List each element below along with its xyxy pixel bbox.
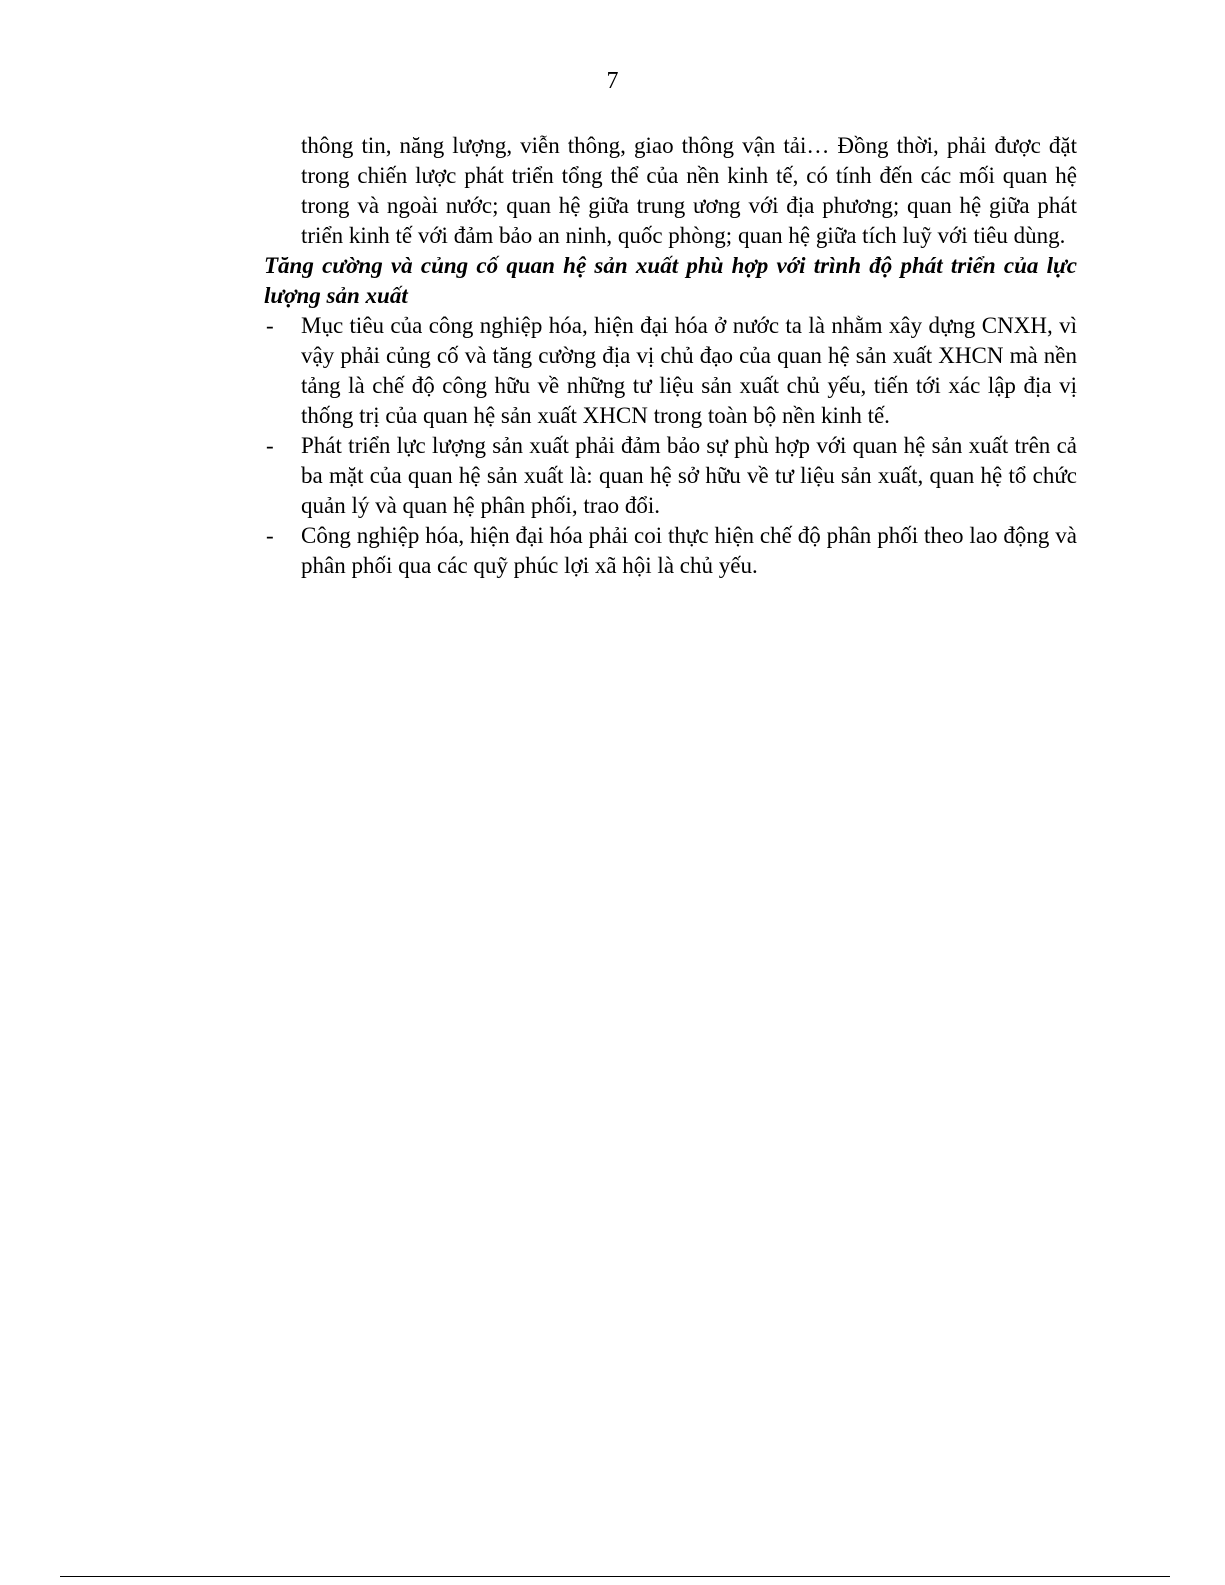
bullet-dash: -	[266, 313, 274, 338]
list-item-text: Phát triển lực lượng sản xuất phải đảm bảo sự phù hợp với quan hệ sản xuất trên cả ba mặt của quan hệ sản xuất là: quan hệ sở hữu về tư liệu sản xuất, quan hệ tổ chức quản lý và quan hệ phân phối, trao đổi.	[301, 433, 1077, 518]
bullet-dash: -	[266, 523, 274, 548]
list-item-text: Mục tiêu của công nghiệp hóa, hiện đại hóa ở nước ta là nhằm xây dựng CNXH, vì vậy phải củng cố và tăng cường địa vị chủ đạo của quan hệ sản xuất XHCN mà nền tảng là chế độ công hữu về những tư liệu sản xuất chủ yếu, tiến tới xác lập địa vị thống trị của quan hệ sản xuất XHCN trong toàn bộ nền kinh tế.	[301, 313, 1077, 428]
list-item-text: Công nghiệp hóa, hiện đại hóa phải coi thực hiện chế độ phân phối theo lao động và phân phối qua các quỹ phúc lợi xã hội là chủ yếu.	[301, 523, 1077, 578]
page-number: 7	[606, 68, 619, 94]
section-heading: Tăng cường và củng cố quan hệ sản xuất phù hợp với trình độ phát triển của lực lượng sản xuất	[264, 253, 1077, 308]
bottom-rule	[60, 1576, 1170, 1577]
document-body	[264, 131, 1077, 581]
list-item	[264, 311, 1077, 431]
bullet-list	[264, 311, 1077, 581]
bullet-dash: -	[266, 433, 274, 458]
list-item	[264, 521, 1077, 581]
intro-paragraph: thông tin, năng lượng, viễn thông, giao thông vận tải… Đồng thời, phải được đặt trong chiến lược phát triển tổng thể của nền kinh tế, có tính đến các mối quan hệ trong và ngoài nước; quan hệ giữa trung ương với địa phương; quan hệ giữa phát triển kinh tế với đảm bảo an ninh, quốc phòng; quan hệ giữa tích luỹ với tiêu dùng.	[301, 133, 1077, 248]
list-item	[264, 431, 1077, 521]
